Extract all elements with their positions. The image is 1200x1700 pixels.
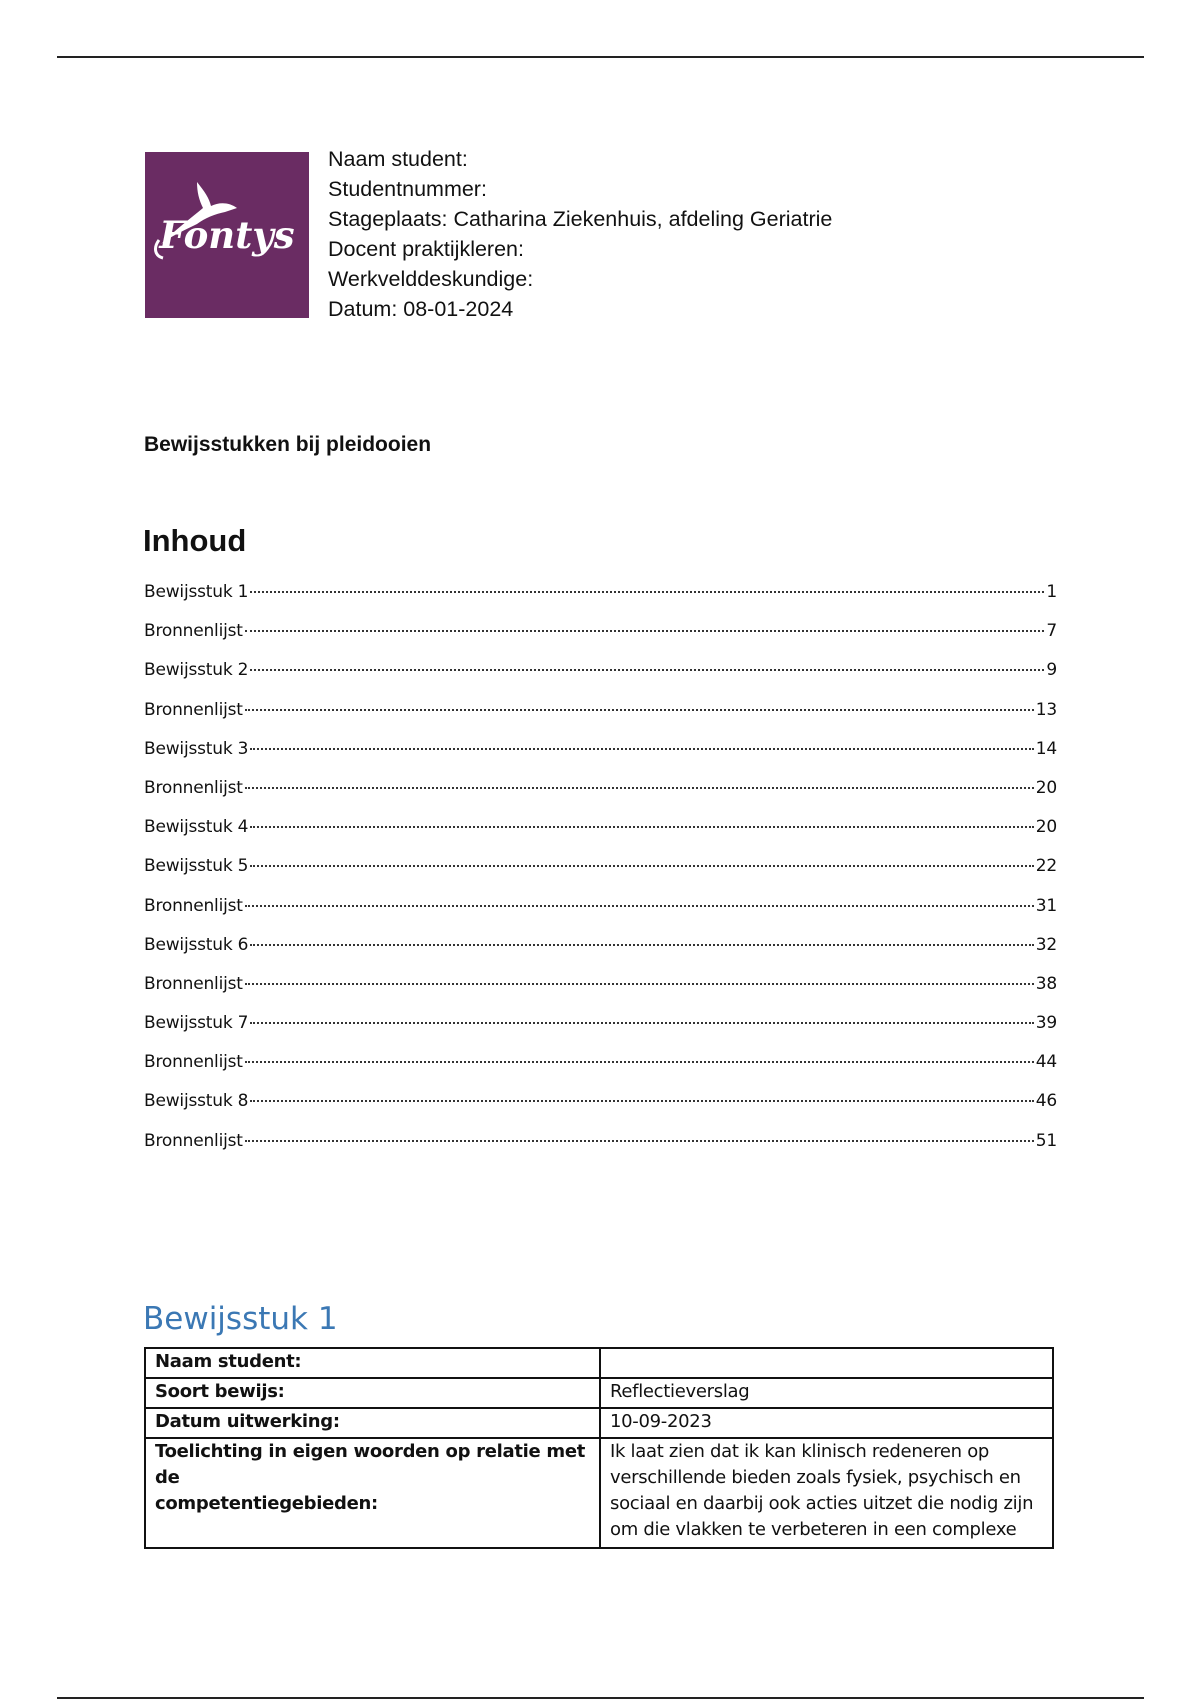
toc-entry[interactable] [144,1011,1057,1050]
toc-entry[interactable] [144,1089,1057,1128]
student-number-line: Studentnummer: [328,177,487,201]
table-key-cell: Soort bewijs: [145,1378,600,1408]
toc-entry-page: 13 [1035,699,1057,720]
toc-entry[interactable] [144,854,1057,893]
table-row [145,1378,1053,1408]
field-expert-line: Werkvelddeskundige: [328,267,534,291]
toc-leader-dots [250,826,1033,828]
toc-entry[interactable] [144,737,1057,776]
toc-entry-label: Bronnenlijst [144,1052,243,1073]
logo-wordmark: Fontys [159,213,295,257]
toc-leader-dots [250,669,1044,671]
table-key-line: Toelichting in eigen woorden op relatie met de [155,1441,586,1488]
toc-entry-label: Bronnenlijst [144,777,243,798]
toc-entry-page: 20 [1035,817,1057,838]
toc-leader-dots [245,709,1034,711]
toc-entry-label: Bronnenlijst [144,1130,243,1151]
date-line: Datum: 08-01-2024 [328,297,514,321]
table-value-line: Ik laat zien dat ik kan klinisch redeneren op [610,1441,990,1462]
toc-leader-dots [250,944,1033,946]
fontys-logo-graphic [145,152,309,318]
toc-heading: Inhoud [143,523,247,558]
table-value-cell [600,1348,1053,1378]
table-row [145,1438,1053,1548]
toc-entry-label: Bewijsstuk 3 [144,738,249,759]
toc-entry-page: 22 [1035,856,1057,877]
table-value-cell: Reflectieverslag [600,1378,1053,1408]
toc-entry-page: 31 [1035,895,1057,916]
toc-entry-label: Bewijsstuk 6 [144,934,249,955]
toc-leader-dots [250,1022,1033,1024]
table-value-line: om die vlakken te verbeteren in een complexe [610,1519,1017,1540]
table-key-line: competentiegebieden: [155,1493,378,1514]
section-heading: Bewijsstuk 1 [143,1301,338,1337]
toc-entry[interactable] [144,619,1057,658]
toc-leader-dots [245,983,1034,985]
table-key-cell [145,1438,600,1548]
toc-leader-dots [245,1061,1034,1063]
table-value-cell [600,1438,1053,1548]
table-key-cell: Datum uitwerking: [145,1408,600,1438]
table-value-cell: 10-09-2023 [600,1408,1053,1438]
toc-entry-page: 51 [1035,1130,1057,1151]
toc-entry-page: 46 [1035,1091,1057,1112]
toc-entry-label: Bronnenlijst [144,973,243,994]
toc-entry-label: Bewijsstuk 5 [144,856,249,877]
toc-entry-page: 14 [1035,738,1057,759]
table-key-cell: Naam student: [145,1348,600,1378]
table-value-line: verschillende bieden zoals fysiek, psychisch en [610,1467,1021,1488]
toc-entry-page: 32 [1035,934,1057,955]
toc-entry[interactable] [144,1050,1057,1089]
toc-entry[interactable] [144,815,1057,854]
toc-entry[interactable] [144,776,1057,815]
toc-entry[interactable] [144,933,1057,972]
table-row [145,1348,1053,1378]
practice-teacher-line: Docent praktijkleren: [328,237,524,261]
toc-entry[interactable] [144,580,1057,619]
table-value-line: sociaal en daarbij ook acties uitzet die nodig zijn [610,1493,1034,1514]
toc-entry-label: Bronnenlijst [144,699,243,720]
toc-leader-dots [245,630,1045,632]
toc-leader-dots [250,748,1033,750]
toc-leader-dots [245,905,1034,907]
toc-leader-dots [250,1100,1033,1102]
toc-entry-page: 9 [1046,660,1057,681]
toc-entry-page: 20 [1035,777,1057,798]
toc-entry-page: 38 [1035,973,1057,994]
toc-leader-dots [250,591,1044,593]
toc-entry-label: Bewijsstuk 2 [144,660,249,681]
toc-entry[interactable] [144,1129,1057,1168]
toc-entry-page: 44 [1035,1052,1057,1073]
document-title: Bewijsstukken bij pleidooien [144,433,432,456]
toc-entry-label: Bewijsstuk 1 [144,582,249,602]
student-name-line: Naam student: [328,147,468,171]
student-info-block [328,144,832,324]
toc-entry[interactable] [144,658,1057,697]
toc-entry[interactable] [144,972,1057,1011]
fontys-logo [145,152,309,318]
toc-leader-dots [250,865,1033,867]
toc-entry-label: Bronnenlijst [144,621,243,642]
evidence-table [144,1347,1054,1549]
toc-entry-label: Bewijsstuk 8 [144,1091,249,1112]
toc-entry[interactable] [144,894,1057,933]
toc-entry-page: 7 [1046,621,1057,642]
page-bottom-rule [57,1697,1144,1699]
table-row [145,1408,1053,1438]
toc-entry-label: Bewijsstuk 7 [144,1013,249,1034]
internship-place-line: Stageplaats: Catharina Ziekenhuis, afdeling Geriatrie [328,207,833,231]
toc-leader-dots [245,787,1034,789]
page-top-rule [57,56,1144,58]
toc-leader-dots [245,1140,1034,1142]
toc-entry-label: Bewijsstuk 4 [144,817,249,838]
toc-entry-label: Bronnenlijst [144,895,243,916]
toc-entry[interactable] [144,698,1057,737]
table-of-contents [144,580,1057,1168]
toc-entry-page: 39 [1035,1013,1057,1034]
toc-entry-page: 1 [1046,582,1057,602]
